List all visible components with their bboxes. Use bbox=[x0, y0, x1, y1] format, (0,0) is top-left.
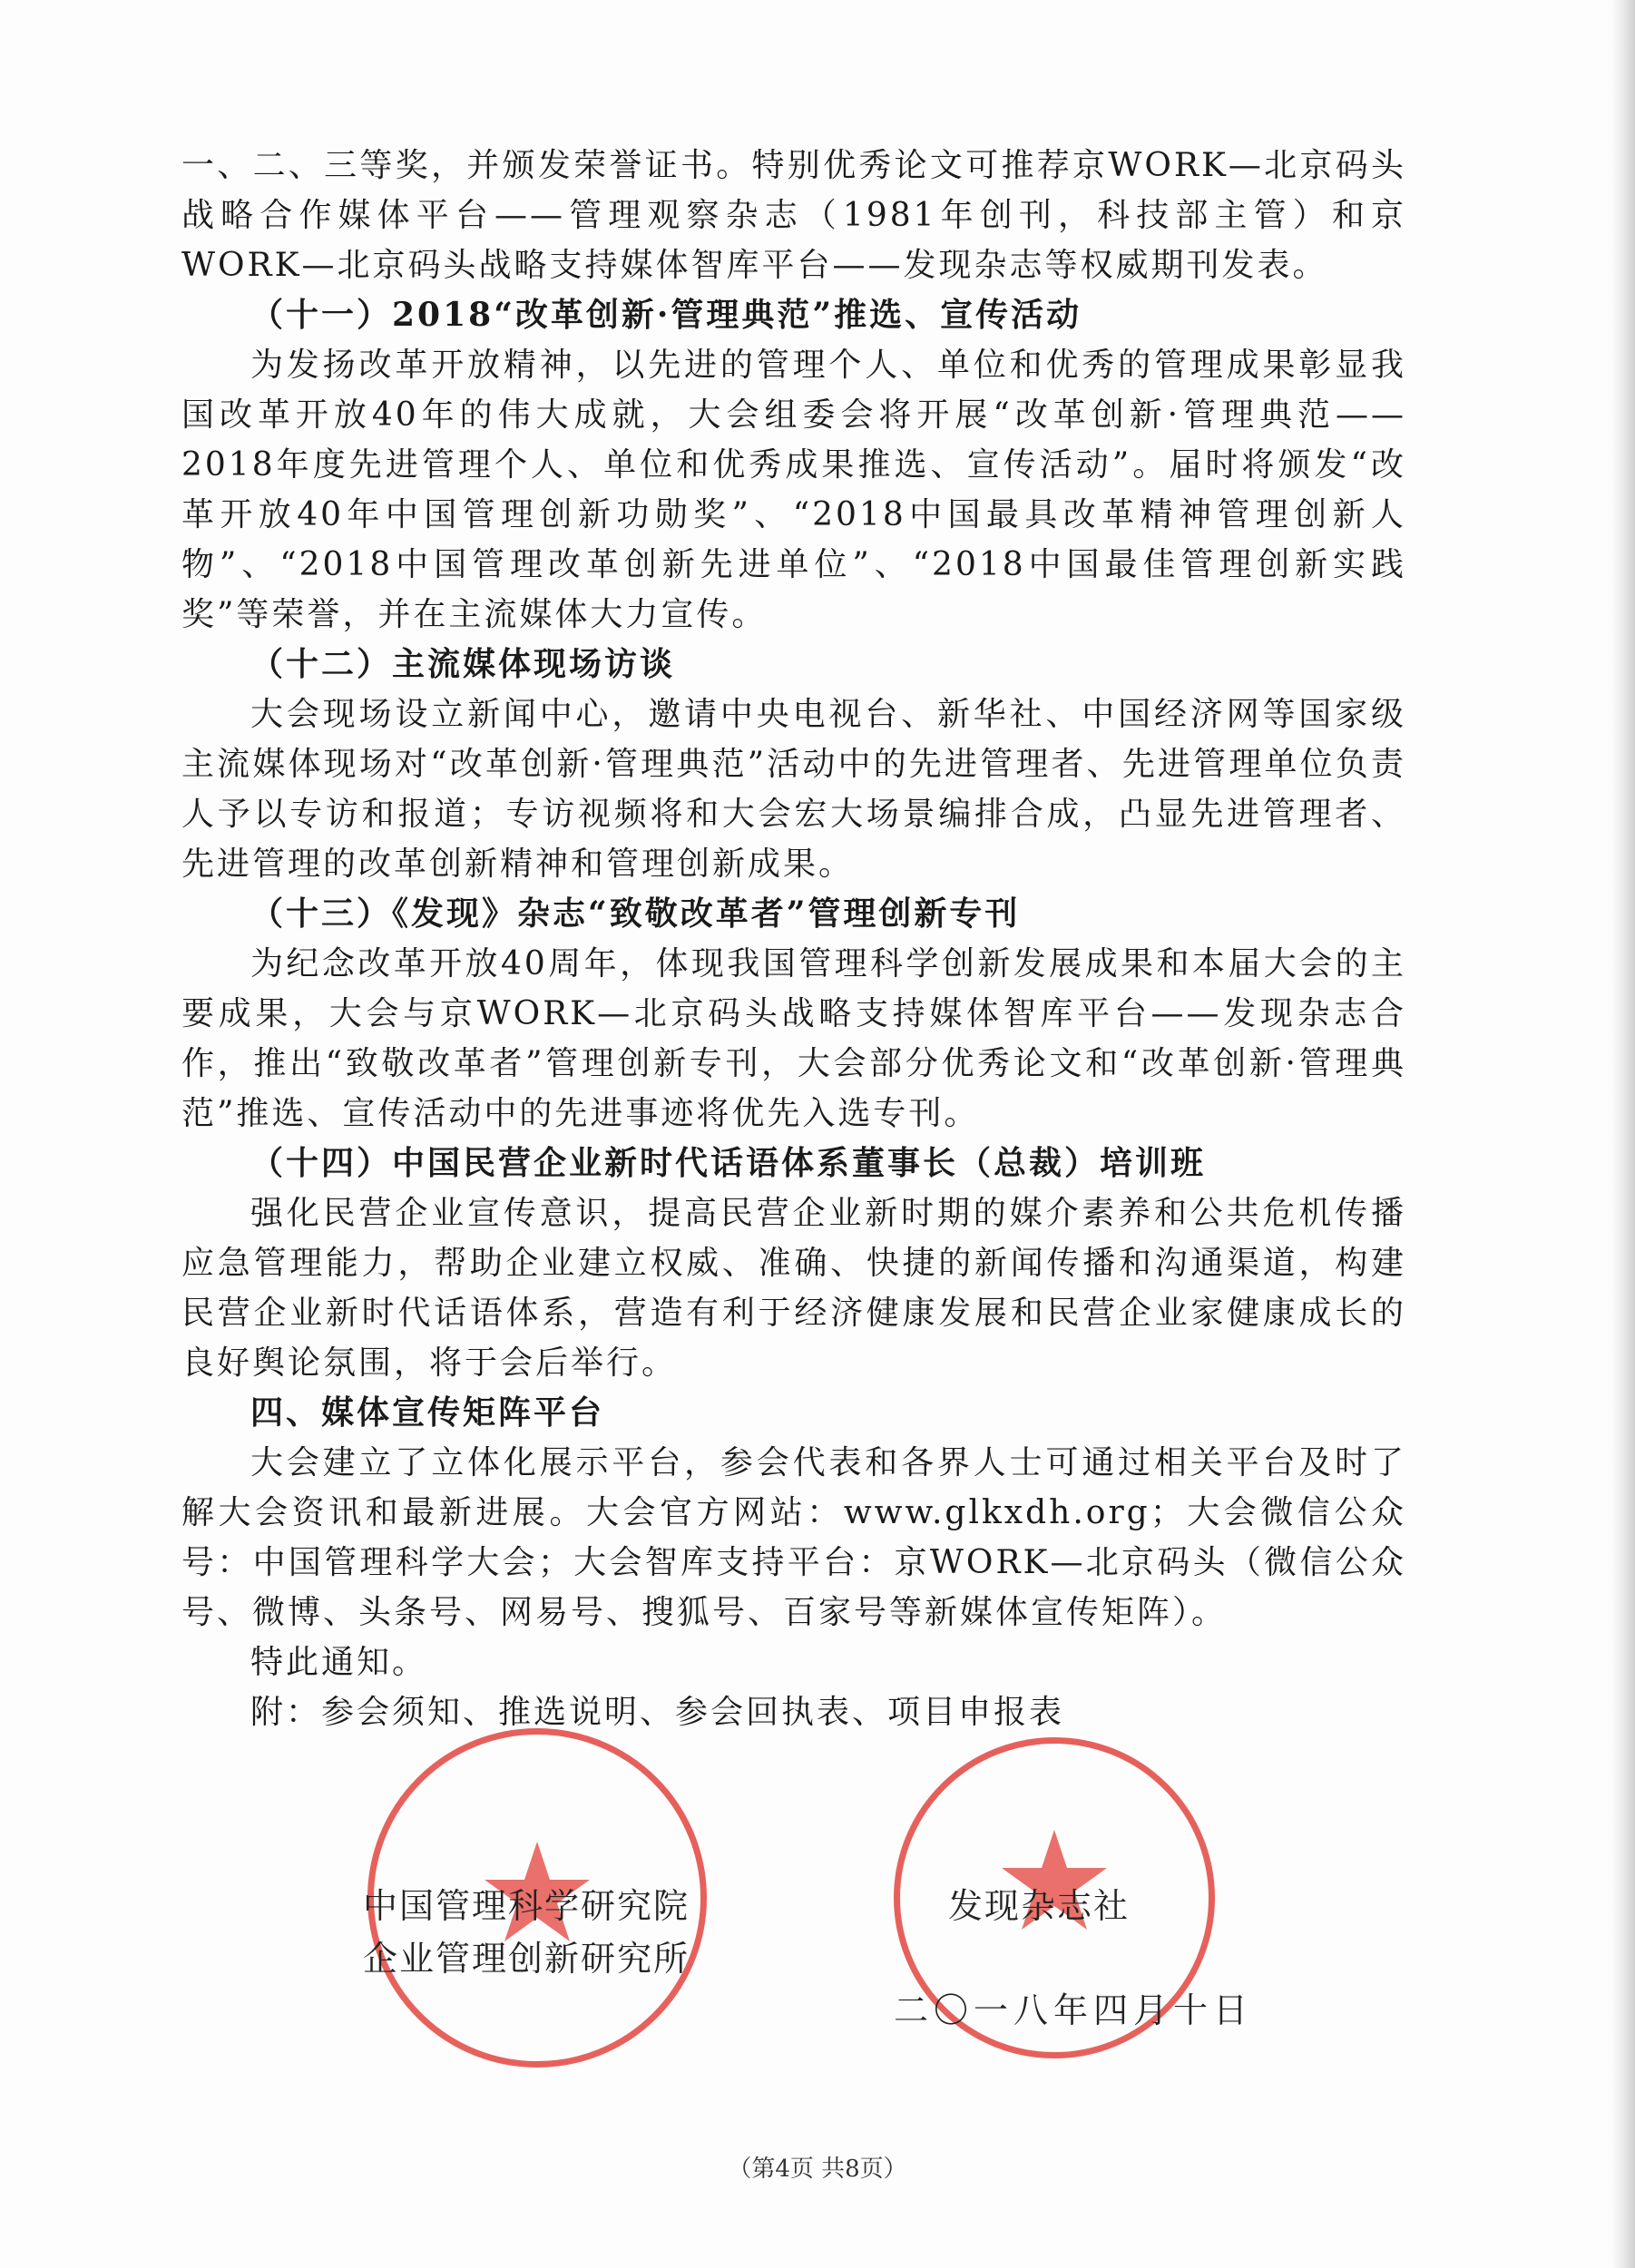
heading-media-matrix: 四、媒体宣传矩阵平台 bbox=[250, 1393, 605, 1432]
heading-section-12: （十二）主流媒体现场访谈 bbox=[250, 645, 676, 683]
paragraph-section-13: 为纪念改革开放40周年，体现我国管理科学创新发展成果和本届大会的主要成果，大会与京WORK—北京码头战略支持媒体智库平台——发现杂志合作，推出“致敬改革者”管理创新专刊，大会部分优秀论文和“改革创新·管理典范”推选、宣传活动中的先进事迹将优先入选专刊。 bbox=[181, 945, 1406, 1132]
signature-org-line-2: 企业管理创新研究所 bbox=[363, 1939, 690, 1979]
notice-closing: 特此通知。 bbox=[250, 1644, 428, 1681]
page-number-footer: （第4页 共8页） bbox=[728, 2156, 907, 2183]
paragraph-section-11: 为发扬改革开放精神，以先进的管理个人、单位和优秀的管理成果彰显我国改革开放40年的伟大成就，大会组委会将开展“改革创新·管理典范——2018年度先进管理个人、单位和优秀成果推选、宣传活动”。届时将颁发“改革开放40年中国管理创新功勋奖”、“2018中国最具改革精神管理创新人物”、“2018中国管理改革创新先进单位”、“2018中国最佳管理创新实践奖”等荣誉，并在主流媒体大力宣传。 bbox=[181, 347, 1406, 633]
page-edge-shadow bbox=[1610, 0, 1635, 2268]
heading-section-14: （十四）中国民营企业新时代话语体系董事长（总裁）培训班 bbox=[250, 1144, 1207, 1182]
signature-date: 二〇一八年四月十日 bbox=[894, 1990, 1254, 2030]
paragraph-section-12: 大会现场设立新闻中心，邀请中央电视台、新华社、中国经济网等国家级主流媒体现场对“改革创新·管理典范”活动中的先进管理者、先进管理单位负责人予以专访和报道；专访视频将和大会宏大场景编排合成，凸显先进管理者、先进管理的改革创新精神和管理创新成果。 bbox=[181, 696, 1406, 883]
heading-section-11: （十一）2018“改革创新·管理典范”推选、宣传活动 bbox=[250, 296, 1082, 334]
attachments-list: 附：参会须知、推选说明、参会回执表、项目申报表 bbox=[250, 1694, 1065, 1731]
paragraph-media-matrix: 大会建立了立体化展示平台，参会代表和各界人士可通过相关平台及时了解大会资讯和最新进展。大会官方网站：www.glkxdh.org；大会微信公众号：中国管理科学大会；大会智库支持平台：京WORK—北京码头（微信公众号、微博、头条号、网易号、搜狐号、百家号等新媒体宣传矩阵）。 bbox=[181, 1444, 1406, 1631]
signature-magazine: 发现杂志社 bbox=[948, 1886, 1131, 1926]
paragraph-awards-continued: 一、二、三等奖，并颁发荣誉证书。特别优秀论文可推荐京WORK—北京码头战略合作媒体平台——管理观察杂志（1981年创刊，科技部主管）和京WORK—北京码头战略支持媒体智库平台——发现杂志等权威期刊发表。 bbox=[181, 147, 1406, 284]
heading-section-13: （十三）《发现》杂志“致敬改革者”管理创新专刊 bbox=[250, 894, 1021, 933]
document-body bbox=[181, 141, 1406, 1737]
paragraph-section-14: 强化民营企业宣传意识，提高民营企业新时期的媒介素养和公共危机传播应急管理能力，帮助企业建立权威、准确、快捷的新闻传播和沟通渠道，构建民营企业新时代话语体系，营造有利于经济健康发展和民营企业家健康成长的良好舆论氛围，将于会后举行。 bbox=[181, 1195, 1406, 1382]
signature-org-line-1: 中国管理科学研究院 bbox=[363, 1886, 690, 1926]
